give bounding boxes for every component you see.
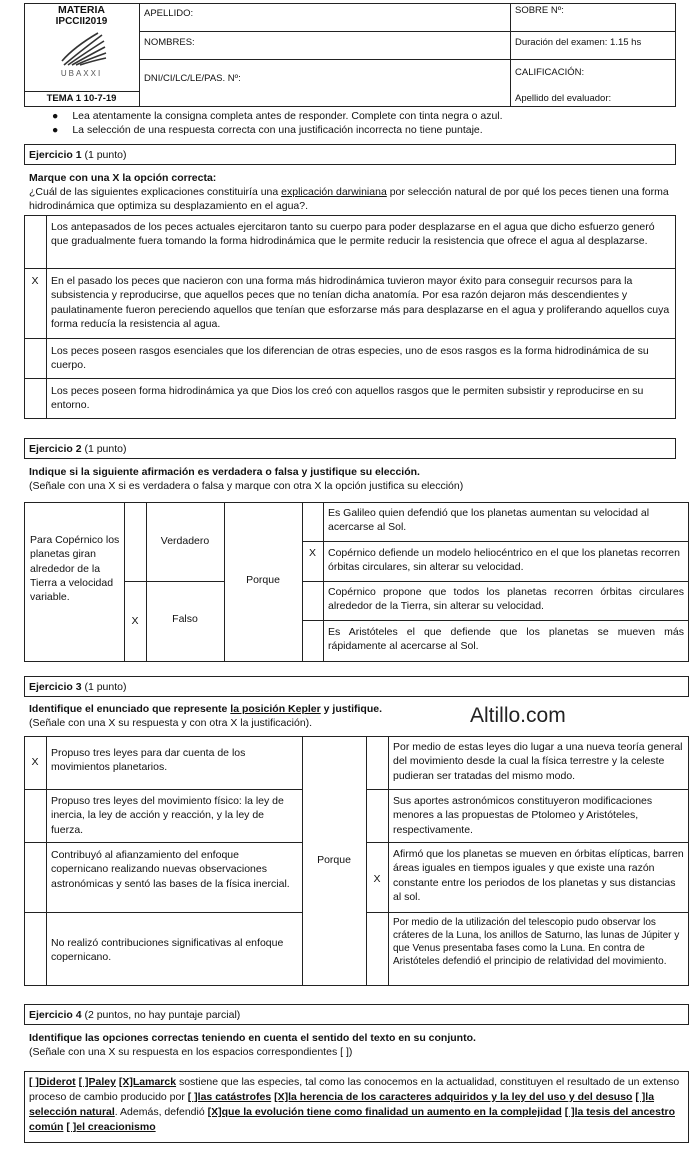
- ex2-sub: (Señale con una X si es verdadera o falsa y marque con otra X la opción justifica su elección): [29, 480, 464, 492]
- ex3-right-mark[interactable]: X: [373, 873, 381, 885]
- ex4-option[interactable]: [ ]Paley: [78, 1076, 116, 1088]
- evaluador-field[interactable]: Apellido del evaluador:: [515, 93, 612, 104]
- header-divider: [139, 59, 676, 60]
- ex4-option[interactable]: [ ]las catástrofes: [187, 1090, 272, 1103]
- calificacion-field[interactable]: CALIFICACIÓN:: [515, 67, 585, 78]
- table-divider: [24, 842, 302, 843]
- ex2-falso-mark[interactable]: X: [131, 615, 139, 627]
- uba-logo-icon: [58, 31, 108, 69]
- logo-text: UBAXXI: [60, 69, 103, 78]
- instruction-item: ● Lea atentamente la consigna completa antes de responder. Complete con tinta negra o azul.: [52, 110, 503, 122]
- ex4-text: . Además, defendió: [114, 1105, 208, 1118]
- header-divider: [24, 91, 139, 92]
- ex4-option[interactable]: [ ]el creacionismo: [66, 1120, 156, 1133]
- ex3-right-text: Por medio de estas leyes dio lugar a una nueva teoría general del movimiento desde la cual la física terrestre y la celeste pudieran ser tratadas del mismo modo.: [393, 741, 683, 782]
- ex4-option[interactable]: [X]la herencia de los caracteres adquiridos y la ley del uso y del desuso: [274, 1090, 633, 1103]
- ex2-just-text: Es Galileo quien defendió que los planetas aumentan su velocidad al acercarse al Sol.: [328, 507, 650, 534]
- ex4-option[interactable]: [X]que la evolución tiene como finalidad un aumento en la complejidad: [207, 1105, 562, 1118]
- table-divider: [24, 268, 676, 269]
- ex4-text: sostiene que las especies, tal como las conocemos en la actualidad, constituyen el resultado de un extenso proceso de cambio producido por: [29, 1076, 680, 1103]
- apellido-field[interactable]: APELLIDO:: [144, 8, 194, 19]
- ex2-just-text: Copérnico defiende un modelo heliocéntrico en el que los planetas recorren órbitas circulares, sin alterar su velocidad.: [328, 547, 680, 574]
- table-divider: [388, 736, 389, 986]
- header-divider: [510, 3, 511, 107]
- ex4-option[interactable]: [ ]Diderot: [29, 1076, 76, 1088]
- subject-code: IPCCII2019: [55, 16, 108, 27]
- ex2-just-text: Copérnico propone que todos los planetas recorren órbitas circulares alrededor de la Tierra, sin alterar su velocidad.: [328, 586, 684, 613]
- table-divider: [302, 541, 689, 542]
- table-divider: [366, 789, 689, 790]
- ex2-porque-label: Porque: [246, 574, 280, 586]
- ex3-porque-label: Porque: [317, 854, 351, 866]
- ex2-verdadero-label: Verdadero: [160, 535, 210, 547]
- ex1-option-mark[interactable]: X: [31, 275, 39, 287]
- exam-tema: TEMA 1 10-7-19: [46, 93, 117, 104]
- instruction-item: ● La selección de una respuesta correcta con una justificación incorrecta no tiene puntaje.: [52, 124, 483, 136]
- table-divider: [24, 789, 302, 790]
- ex4-title: Ejercicio 4 (2 puntos, no hay puntaje parcial): [29, 1009, 241, 1021]
- ex1-option-text: En el pasado los peces que nacieron con una forma más hidrodinámica tuvieron mayor éxito para conseguir recursos para la subsistencia y reproducirse, que aquellos peces que no tenían dicha anatomía. Por esa razón dejaron más descendientes y paulatinamente fueron pereciendo aquellos que tenían que esforzarse más para desplazarse en el agua y proliferando aquellos cuya forma reducía la resistencia al agua.: [51, 275, 670, 330]
- table-divider: [46, 215, 47, 419]
- ex4-option[interactable]: [ ]la tesis del ancestro común: [29, 1105, 675, 1133]
- table-divider: [366, 842, 689, 843]
- ex1-title: Ejercicio 1 (1 punto): [29, 149, 127, 161]
- ex1-option-text: Los peces poseen rasgos esenciales que los diferencian de otras especies, uno de esos rasgos es la forma hidrodinámica de su cuerpo.: [51, 345, 649, 372]
- ex3-sub: (Señale con una X su respuesta y con otra X la justificación).: [29, 717, 313, 729]
- table-divider: [366, 736, 367, 986]
- table-divider: [124, 502, 125, 662]
- ex3-left-text: Contribuyó al afianzamiento del enfoque copernicano realizando nuevas observaciones astronómicas y sentó las bases de la física inercial.: [51, 849, 290, 890]
- bullet-icon: ●: [52, 124, 59, 136]
- table-divider: [124, 581, 224, 582]
- ex4-paragraph: [29, 1075, 684, 1135]
- ex2-prompt: Indique si la siguiente afirmación es verdadera o falsa y justifique su elección.: [29, 466, 420, 478]
- ex2-just-mark[interactable]: X: [308, 547, 316, 559]
- nombres-field[interactable]: NOMBRES:: [144, 37, 195, 48]
- table-divider: [366, 912, 689, 913]
- ex4-option[interactable]: [X]Lamarck: [118, 1076, 177, 1088]
- table-divider: [24, 912, 302, 913]
- ex1-question: ¿Cuál de las siguientes explicaciones constituiría una explicación darwiniana por selección natural de por qué los peces tienen una forma hidrodinámica que optimiza su desplazamiento en el agua?.: [29, 186, 669, 213]
- ex3-left-text: Propuso tres leyes para dar cuenta de los movimientos planetarios.: [51, 747, 246, 774]
- ex3-prompt: Identifique el enunciado que represente la posición Kepler y justifique.: [29, 703, 383, 715]
- bullet-icon: ●: [52, 110, 59, 122]
- header-divider: [139, 3, 140, 107]
- table-divider: [302, 581, 689, 582]
- ex3-left-text: Propuso tres leyes del movimiento físico: la ley de inercia, la ley de acción y reacción, y la ley de fuerza.: [51, 795, 284, 836]
- header-divider: [139, 31, 676, 32]
- ex4-sub: (Señale con una X su respuesta en los espacios correspondientes [ ]): [29, 1046, 353, 1058]
- table-divider: [24, 378, 676, 379]
- ex1-option-text: Los antepasados de los peces actuales ejercitaron tanto su cuerpo para poder desplazarse en el agua que dicho esfuerzo generó que gradualmente fuera tomando la forma hidrodinámica que le permite reducir la resistencia que ofrece el agua al desplazarse.: [51, 221, 655, 248]
- ex3-left-mark[interactable]: X: [31, 756, 39, 768]
- table-divider: [323, 502, 324, 662]
- ex1-prompt: Marque con una X la opción correcta:: [29, 172, 217, 184]
- table-divider: [302, 620, 689, 621]
- dni-field[interactable]: DNI/CI/LC/LE/PAS. Nº:: [144, 73, 241, 84]
- ex3-right-text: Afirmó que los planetas se mueven en órbitas elípticas, barren áreas iguales en tiempos iguales y que existe una razón constante entre los periodos de los planetas y sus distancias al sol.: [393, 848, 684, 903]
- ex3-left-text: No realizó contribuciones significativas al enfoque copernicano.: [51, 937, 284, 964]
- duracion-label: Duración del examen: 1.15 hs: [515, 37, 642, 48]
- table-divider: [302, 502, 303, 662]
- table-divider: [46, 736, 47, 986]
- ex3-title: Ejercicio 3 (1 punto): [29, 681, 127, 693]
- ex2-title: Ejercicio 2 (1 punto): [29, 443, 127, 455]
- watermark: Altillo.com: [470, 704, 566, 727]
- ex2-falso-label: Falso: [172, 613, 198, 625]
- subject-label: MATERIA: [57, 4, 106, 16]
- ex2-statement: Para Copérnico los planetas giran alrededor de la Tierra a velocidad variable.: [30, 534, 120, 604]
- ex2-just-text: Es Aristóteles el que defiende que los planetas se mueven más rápidamente al acercarse al Sol.: [328, 626, 684, 653]
- ex3-right-text: Sus aportes astronómicos constituyeron modificaciones menores a las propuestas de Ptolomeo y Aristóteles, respectivamente.: [393, 795, 653, 836]
- ex4-option[interactable]: [ ]la selección natural: [29, 1090, 655, 1118]
- ex4-prompt: Identifique las opciones correctas teniendo en cuenta el sentido del texto en su conjunto.: [29, 1032, 476, 1044]
- ex1-option-text: Los peces poseen forma hidrodinámica ya que Dios los creó con aquellos rasgos que le permiten subsistir y reproducirse en su entorno.: [51, 385, 644, 412]
- ex3-right-text: Por medio de la utilización del telescopio pudo observar los cráteres de la Luna, los anillos de Saturno, las lunas de Júpiter y que Venus presentaba fases como la Luna. En contra de Aristóteles defendió el principio de relatividad del movimiento.: [393, 917, 680, 967]
- table-divider: [146, 502, 147, 662]
- sobre-field[interactable]: SOBRE Nº:: [515, 5, 564, 16]
- table-divider: [24, 338, 676, 339]
